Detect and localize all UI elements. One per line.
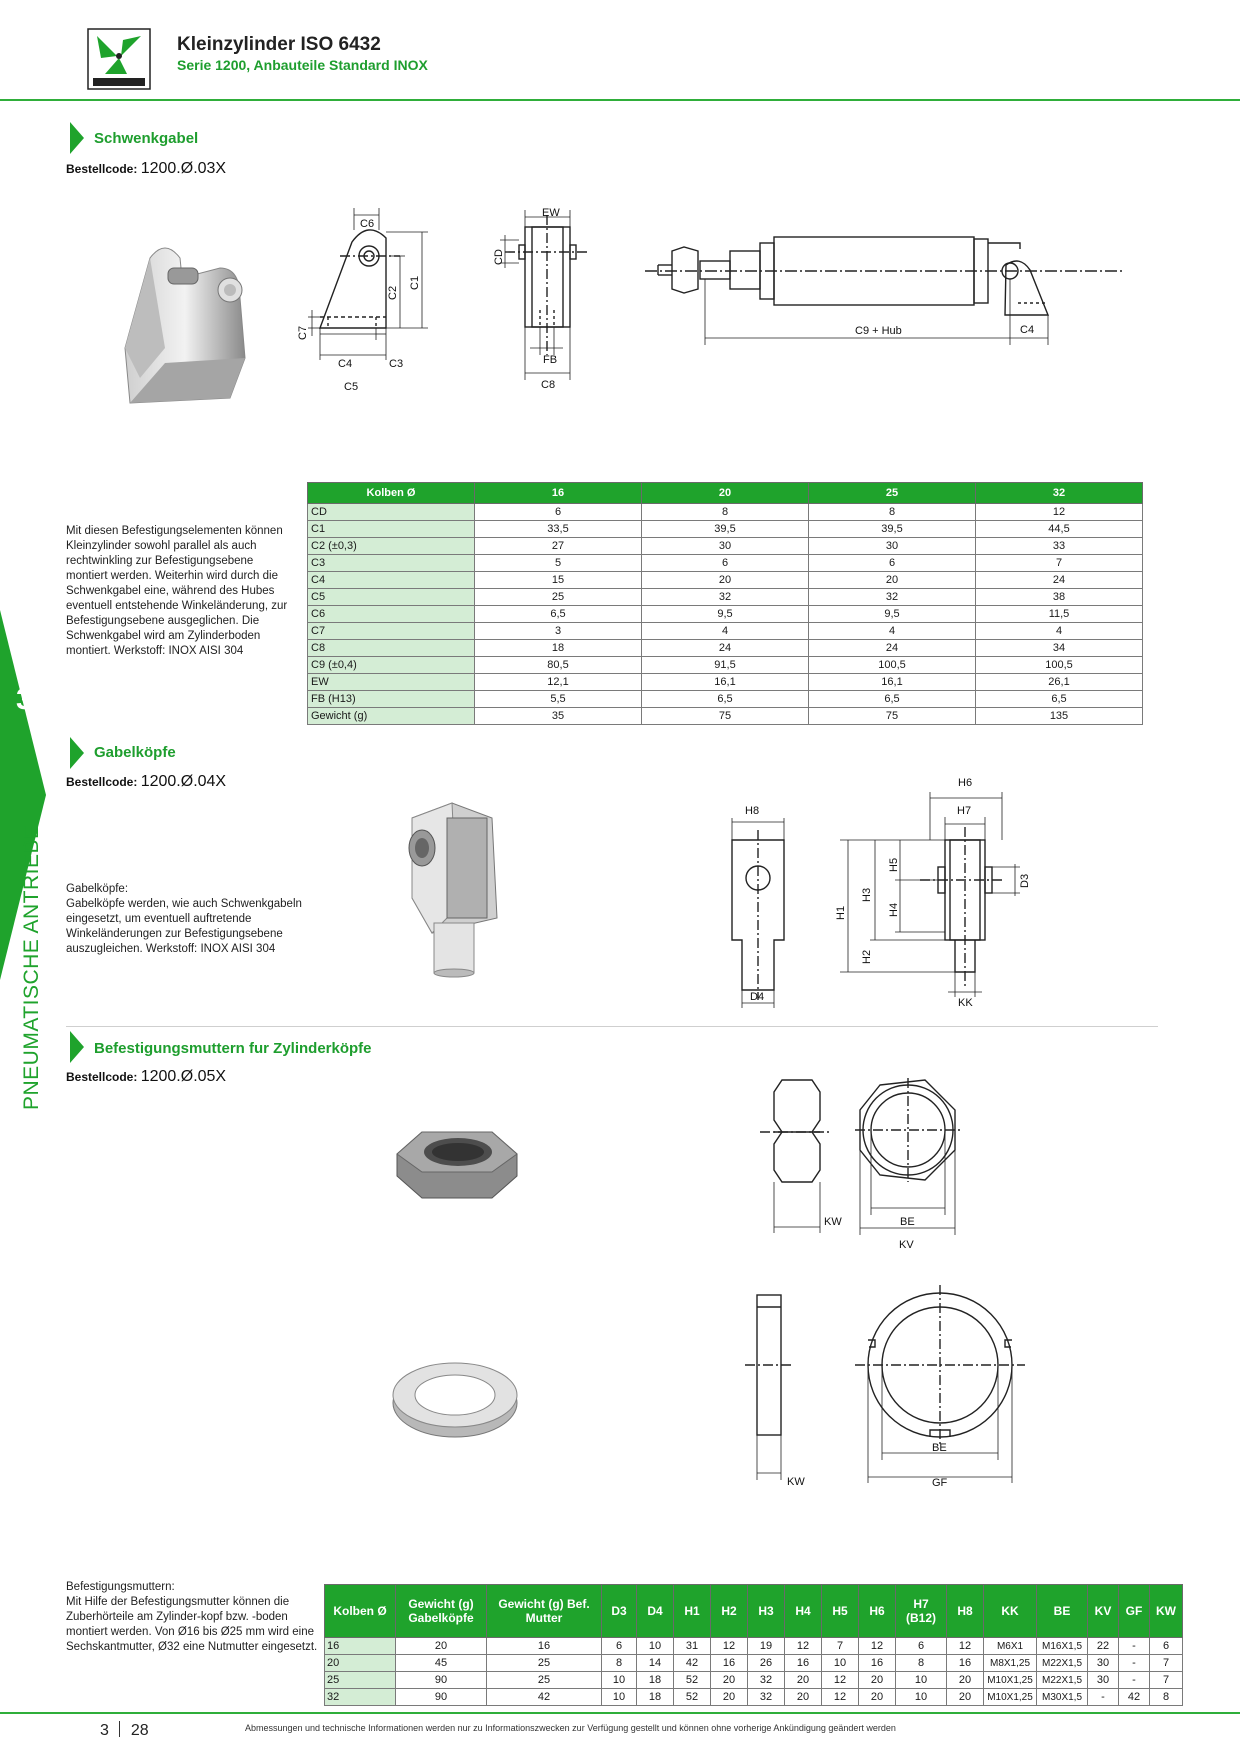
table-cell: 8 (642, 504, 809, 521)
table-cell: M22X1,5 (1037, 1655, 1088, 1672)
table-header-cell: D3 (602, 1585, 637, 1638)
table-cell: 24 (809, 640, 976, 657)
table-cell: 20 (642, 572, 809, 589)
table-cell: 12 (711, 1638, 748, 1655)
table-cell: 20 (809, 572, 976, 589)
table-cell: 5,5 (475, 691, 642, 708)
drawing-schwenkgabel-side (297, 210, 490, 405)
table-cell: 30 (642, 538, 809, 555)
table-header-cell: KV (1088, 1585, 1119, 1638)
table-cell: 135 (976, 708, 1143, 725)
table-cell: 100,5 (976, 657, 1143, 674)
photo-hex-nut (392, 1126, 522, 1211)
dim-h4: H4 (888, 902, 900, 917)
table-header-cell: H5 (822, 1585, 859, 1638)
dim-d3: D3 (1019, 873, 1031, 888)
table-header-cell: H8 (947, 1585, 984, 1638)
page-number (100, 1721, 149, 1740)
table-cell: 6 (475, 504, 642, 521)
table-row-label: 20 (325, 1655, 396, 1672)
table-row-label: C4 (308, 572, 475, 589)
table-schwenkgabel (307, 482, 1143, 725)
table-cell: 27 (475, 538, 642, 555)
table-cell: 10 (896, 1672, 947, 1689)
table-cell: 33,5 (475, 521, 642, 538)
photo-gabelkopf (402, 798, 502, 983)
order-label: Bestellcode: (66, 1070, 138, 1084)
table-row-label: C2 (±0,3) (308, 538, 475, 555)
order-code-befestigungsmuttern (66, 1068, 226, 1086)
table-cell: 20 (859, 1672, 896, 1689)
table-row-label: FB (H13) (308, 691, 475, 708)
table-cell: - (1119, 1672, 1150, 1689)
dim-kw-b: KW (787, 1476, 805, 1488)
dim-be: BE (900, 1216, 915, 1228)
table-cell: 6,5 (809, 691, 976, 708)
dim-gf: GF (932, 1477, 948, 1489)
table-cell: 26 (748, 1655, 785, 1672)
order-label: Bestellcode: (66, 775, 138, 789)
description-befestigungsmuttern: Befestigungsmuttern: Mit Hilfe der Befestigungsmutter können die Zuberhörteile am Zylinder-kopf bzw. -boden montiert werden. Von Ø16 bis Ø25 mm wird eine Sechskantmutter, Ø32 eine Nutmutter eingesetzt. (66, 1581, 318, 1653)
table-cell: 16 (785, 1655, 822, 1672)
footer-divider (0, 1712, 1240, 1714)
table-cell: 11,5 (976, 606, 1143, 623)
dim-be-b: BE (932, 1442, 947, 1454)
table-cell: 12 (785, 1638, 822, 1655)
table-cell: 91,5 (642, 657, 809, 674)
drawing-ring-nut (745, 1285, 1035, 1495)
order-label: Bestellcode: (66, 162, 138, 176)
table-header-cell: BE (1037, 1585, 1088, 1638)
table-cell: 12 (822, 1689, 859, 1706)
dim-h5: H5 (888, 857, 900, 872)
table-row (308, 572, 1143, 589)
table-header-cell: Gewicht (g) Bef. Mutter (487, 1585, 602, 1638)
table-header-cell: 20 (642, 483, 809, 504)
page-chapter: 3 (100, 1722, 109, 1739)
table-header-row (308, 483, 1143, 504)
table-cell: M22X1,5 (1037, 1672, 1088, 1689)
table-cell: 12,1 (475, 674, 642, 691)
table-row (308, 674, 1143, 691)
table-cell: 24 (642, 640, 809, 657)
table-cell: 3 (475, 623, 642, 640)
table-cell: 20 (785, 1689, 822, 1706)
table-cell: 6,5 (642, 691, 809, 708)
table-row-label: C5 (308, 589, 475, 606)
table-cell: 10 (602, 1689, 637, 1706)
dim-fb: FB (543, 354, 558, 366)
dim-ew: EW (542, 207, 560, 219)
drawing-gabelkopf-side (720, 800, 810, 1020)
table-cell: 16 (711, 1655, 748, 1672)
table-cell: 19 (748, 1638, 785, 1655)
logo (87, 28, 151, 90)
table-cell: 8 (602, 1655, 637, 1672)
table-cell: M6X1 (984, 1638, 1037, 1655)
table-cell: 16 (859, 1655, 896, 1672)
table-cell: 75 (642, 708, 809, 725)
table-cell: 8 (809, 504, 976, 521)
table-header-cell: 25 (809, 483, 976, 504)
photo-ring-nut (390, 1355, 520, 1445)
table-row-label: C8 (308, 640, 475, 657)
table-cell: 25 (475, 589, 642, 606)
table-row-label: CD (308, 504, 475, 521)
table-cell: M10X1,25 (984, 1672, 1037, 1689)
table-cell: 90 (396, 1672, 487, 1689)
dim-kv: KV (899, 1239, 914, 1251)
section-arrow-icon (70, 122, 84, 154)
table-cell: 16 (487, 1638, 602, 1655)
table-cell: 52 (674, 1672, 711, 1689)
table-header-cell: H6 (859, 1585, 896, 1638)
table-cell: 39,5 (642, 521, 809, 538)
order-code-schwenkgabel (66, 160, 226, 178)
table-cell: 32 (809, 589, 976, 606)
table-cell: 10 (896, 1689, 947, 1706)
section-divider (66, 1026, 1158, 1027)
dim-h3: H3 (861, 887, 873, 902)
dim-c7: C7 (297, 325, 309, 340)
table-cell: - (1088, 1689, 1119, 1706)
table-cell: - (1119, 1638, 1150, 1655)
table-cell: 30 (1088, 1672, 1119, 1689)
table-cell: 30 (1088, 1655, 1119, 1672)
table-row-label: 25 (325, 1672, 396, 1689)
table-cell: 20 (711, 1689, 748, 1706)
dim-kw: KW (824, 1216, 842, 1228)
header-divider (0, 99, 1240, 101)
section-arrow-icon (70, 737, 84, 769)
table-cell: 6 (896, 1638, 947, 1655)
table-cell: 4 (976, 623, 1143, 640)
dim-h1: H1 (835, 905, 847, 920)
table-header-cell: KW (1150, 1585, 1183, 1638)
table-row-label: C3 (308, 555, 475, 572)
page-separator (119, 1721, 120, 1737)
table-cell: 42 (487, 1689, 602, 1706)
table-cell: 26,1 (976, 674, 1143, 691)
table-row-label: 16 (325, 1638, 396, 1655)
table-row (325, 1689, 1183, 1706)
dim-c6: C6 (360, 218, 375, 230)
table-cell: 20 (396, 1638, 487, 1655)
dim-c2: C2 (387, 285, 399, 300)
table-row (308, 640, 1143, 657)
table-cell: 9,5 (809, 606, 976, 623)
table-cell: 16,1 (642, 674, 809, 691)
table-cell: 12 (822, 1672, 859, 1689)
table-cell: 52 (674, 1689, 711, 1706)
table-cell: 32 (748, 1689, 785, 1706)
drawing-hex-nut (760, 1070, 1010, 1265)
table-cell: 25 (487, 1672, 602, 1689)
table-row (308, 623, 1143, 640)
table-cell: 4 (642, 623, 809, 640)
table-header-cell: H3 (748, 1585, 785, 1638)
table-cell: 45 (396, 1655, 487, 1672)
table-cell: 22 (1088, 1638, 1119, 1655)
table-row (325, 1655, 1183, 1672)
table-cell: 100,5 (809, 657, 976, 674)
table-cell: 80,5 (475, 657, 642, 674)
chapter-number: 3 (16, 683, 33, 716)
table-cell: 42 (674, 1655, 711, 1672)
table-cell: 5 (475, 555, 642, 572)
table-row-label: 32 (325, 1689, 396, 1706)
dim-c3: C3 (389, 358, 404, 370)
table-cell: 6 (1150, 1638, 1183, 1655)
table-cell: 10 (602, 1672, 637, 1689)
table-header-cell: 16 (475, 483, 642, 504)
table-cell: 18 (475, 640, 642, 657)
table-gabelkopf-mutter (324, 1584, 1183, 1706)
table-cell: 20 (785, 1672, 822, 1689)
description-schwenkgabel: Mit diesen Befestigungselementen können Kleinzylinder sowohl parallel als auch rechtwinkling zur Befestigungsebene montiert werden. Weiterhin wird durch die Schwenkgabel eine, während des Hubes eventuell entstehende Winkeländerung, zur Befestigungsebene ausgeglichen. Die Schwenkgabel wird am Zylinderboden montiert. Werkstoff: INOX AISI 304 (66, 525, 288, 657)
table-cell: 9,5 (642, 606, 809, 623)
table-row (325, 1672, 1183, 1689)
drawing-cylinder-assembly (640, 225, 1130, 380)
table-cell: 7 (1150, 1655, 1183, 1672)
table-cell: 30 (809, 538, 976, 555)
dim-d4: D4 (750, 991, 765, 1003)
chapter-label: PNEUMATISCHE ANTRIEBE (20, 824, 43, 1110)
table-row (325, 1638, 1183, 1655)
table-cell: 18 (637, 1689, 674, 1706)
dim-cd: CD (493, 249, 505, 265)
table-cell: 6 (602, 1638, 637, 1655)
table-cell: 20 (711, 1672, 748, 1689)
table-cell: 12 (947, 1638, 984, 1655)
page-subtitle: Serie 1200, Anbauteile Standard INOX (177, 57, 428, 73)
table-cell: 15 (475, 572, 642, 589)
table-cell: 24 (976, 572, 1143, 589)
table-header-cell: KK (984, 1585, 1037, 1638)
table-cell: M30X1,5 (1037, 1689, 1088, 1706)
table-cell: 10 (822, 1655, 859, 1672)
dim-kk: KK (958, 997, 973, 1009)
table-header-cell: H2 (711, 1585, 748, 1638)
dim-c1: C1 (409, 275, 421, 290)
order-code: 1200.Ø.04X (140, 773, 227, 790)
photo-schwenkgabel (110, 238, 255, 413)
table-cell: 75 (809, 708, 976, 725)
table-cell: 25 (487, 1655, 602, 1672)
dim-h7: H7 (957, 805, 972, 817)
table-cell: - (1119, 1655, 1150, 1672)
table-cell: 35 (475, 708, 642, 725)
table-cell: M8X1,25 (984, 1655, 1037, 1672)
table-cell: 8 (896, 1655, 947, 1672)
table-cell: 42 (1119, 1689, 1150, 1706)
table-cell: 20 (859, 1689, 896, 1706)
table-cell: 7 (1150, 1672, 1183, 1689)
table-cell: 18 (637, 1672, 674, 1689)
order-code-gabelkoepfe (66, 773, 226, 791)
table-row-label: C7 (308, 623, 475, 640)
table-cell: 34 (976, 640, 1143, 657)
table-cell: M10X1,25 (984, 1689, 1037, 1706)
table-cell: 20 (947, 1672, 984, 1689)
table-cell: 6,5 (976, 691, 1143, 708)
dim-c5: C5 (344, 381, 359, 393)
table-cell: M16X1,5 (1037, 1638, 1088, 1655)
table-cell: 7 (976, 555, 1143, 572)
table-row (308, 589, 1143, 606)
table-cell: 14 (637, 1655, 674, 1672)
table-cell: 16,1 (809, 674, 976, 691)
table-row (308, 708, 1143, 725)
table-row-label: C6 (308, 606, 475, 623)
dim-c4: C4 (338, 358, 353, 370)
table-cell: 8 (1150, 1689, 1183, 1706)
table-cell: 6,5 (475, 606, 642, 623)
footer-disclaimer: Abmessungen und technische Informationen werden nur zu Informationszwecken zur Verfügung gestellt und können ohne vorherige Ankündigung geändert werden (245, 1723, 896, 1733)
table-header-cell: D4 (637, 1585, 674, 1638)
table-cell: 12 (976, 504, 1143, 521)
page-title: Kleinzylinder ISO 6432 (177, 34, 381, 55)
table-cell: 12 (859, 1638, 896, 1655)
drawing-gabelkopf-front (820, 772, 1040, 1017)
table-row (308, 538, 1143, 555)
table-header-cell: Kolben Ø (325, 1585, 396, 1638)
dim-h8: H8 (745, 805, 760, 817)
section-title-befestigungsmuttern: Befestigungsmuttern fur Zylinderköpfe (94, 1040, 372, 1057)
table-header-cell: H1 (674, 1585, 711, 1638)
table-row (308, 691, 1143, 708)
table-header-cell: Gewicht (g) Gabelköpfe (396, 1585, 487, 1638)
table-header-row (325, 1585, 1183, 1638)
table-cell: 32 (748, 1672, 785, 1689)
table-cell: 32 (642, 589, 809, 606)
table-cell: 31 (674, 1638, 711, 1655)
table-cell: 6 (809, 555, 976, 572)
table-header-cell: H7 (B12) (896, 1585, 947, 1638)
dim-c4-b: C4 (1020, 324, 1035, 336)
table-cell: 6 (642, 555, 809, 572)
table-cell: 39,5 (809, 521, 976, 538)
section-title-schwenkgabel: Schwenkgabel (94, 130, 199, 147)
table-row-label: C1 (308, 521, 475, 538)
table-row (308, 555, 1143, 572)
dim-h2: H2 (861, 949, 873, 964)
table-cell: 4 (809, 623, 976, 640)
table-cell: 10 (637, 1638, 674, 1655)
table-header-cell: GF (1119, 1585, 1150, 1638)
table-cell: 90 (396, 1689, 487, 1706)
description-gabelkoepfe: Gabelköpfe: Gabelköpfe werden, wie auch Schwenkgabeln eingesetzt, um eventuell auftretende Winkeländerungen zur Befestigungsebene auszugleichen. Werkstoff: INOX AISI 304 (66, 883, 302, 955)
section-title-gabelkoepfe: Gabelköpfe (94, 744, 176, 761)
dim-h6: H6 (958, 777, 973, 789)
table-header-cell: Kolben Ø (308, 483, 475, 504)
table-row (308, 504, 1143, 521)
table-cell: 20 (947, 1689, 984, 1706)
table-cell: 16 (947, 1655, 984, 1672)
table-cell: 38 (976, 589, 1143, 606)
table-row-label: Gewicht (g) (308, 708, 475, 725)
order-code: 1200.Ø.03X (140, 160, 227, 177)
page-num: 28 (130, 1722, 149, 1739)
table-cell: 7 (822, 1638, 859, 1655)
table-header-cell: 32 (976, 483, 1143, 504)
drawing-schwenkgabel-front (485, 205, 610, 405)
table-row (308, 657, 1143, 674)
table-cell: 33 (976, 538, 1143, 555)
table-row-label: C9 (±0,4) (308, 657, 475, 674)
dim-c9-hub: C9 + Hub (855, 325, 902, 337)
dim-c8: C8 (541, 379, 556, 391)
section-arrow-icon (70, 1031, 84, 1063)
table-row (308, 606, 1143, 623)
table-header-cell: H4 (785, 1585, 822, 1638)
table-row-label: EW (308, 674, 475, 691)
order-code: 1200.Ø.05X (140, 1068, 227, 1085)
table-row (308, 521, 1143, 538)
table-cell: 44,5 (976, 521, 1143, 538)
